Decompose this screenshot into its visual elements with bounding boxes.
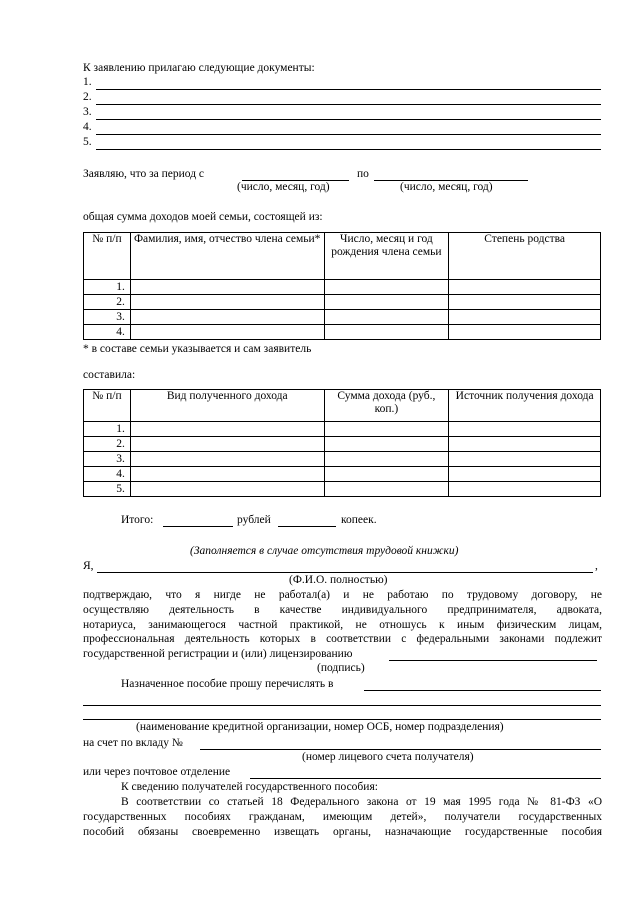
family-cell[interactable] bbox=[449, 295, 601, 310]
account-label: на счет по вкладу № bbox=[83, 737, 183, 749]
bank-field-continued[interactable] bbox=[83, 705, 601, 706]
family-cell[interactable] bbox=[130, 295, 324, 310]
fio-comma: , bbox=[595, 560, 598, 572]
income-row-number: 2. bbox=[84, 437, 131, 452]
table-row bbox=[84, 422, 601, 437]
table-row bbox=[84, 452, 601, 467]
income-cell[interactable] bbox=[130, 437, 324, 452]
transfer-label: Назначенное пособие прошу перечислять в bbox=[121, 678, 334, 690]
attachment-line-2[interactable] bbox=[96, 104, 601, 105]
income-cell[interactable] bbox=[324, 437, 449, 452]
income-row-number: 1. bbox=[84, 422, 131, 437]
income-cell[interactable] bbox=[324, 482, 449, 497]
declarant-prefix: Я, bbox=[83, 560, 94, 572]
income-cell[interactable] bbox=[324, 467, 449, 482]
total-rubles-field[interactable] bbox=[163, 526, 233, 527]
income-cell[interactable] bbox=[130, 467, 324, 482]
declaration-line-1: подтверждаю, что я нигде не работал(а) и не работаю по трудовому договору, не bbox=[83, 589, 602, 601]
income-header-type: Вид полученного дохода bbox=[130, 390, 324, 422]
income-row-number: 4. bbox=[84, 467, 131, 482]
table-row bbox=[84, 467, 601, 482]
notice-line-2: государственных пособиях гражданам, имеющим детей», получатели государственных bbox=[83, 811, 602, 823]
family-intro: общая сумма доходов моей семьи, состоящей из: bbox=[83, 211, 323, 223]
period-from-hint: (число, месяц, год) bbox=[237, 181, 330, 193]
family-row-number: 3. bbox=[84, 310, 131, 325]
period-prefix: Заявляю, что за период с bbox=[83, 168, 205, 180]
attachments-intro: К заявлению прилагаю следующие документы: bbox=[83, 62, 315, 74]
signature-hint: (подпись) bbox=[317, 662, 365, 674]
family-row-number: 1. bbox=[84, 280, 131, 295]
post-office-field[interactable] bbox=[250, 778, 601, 779]
table-row bbox=[84, 295, 601, 310]
family-cell[interactable] bbox=[449, 280, 601, 295]
bank-field-continued-2[interactable] bbox=[83, 719, 601, 720]
table-row bbox=[84, 310, 601, 325]
attachment-number-1: 1. bbox=[83, 76, 92, 88]
attachment-line-1[interactable] bbox=[96, 89, 601, 90]
family-header-relation: Степень родства bbox=[449, 233, 601, 280]
family-cell[interactable] bbox=[324, 280, 449, 295]
attachment-line-4[interactable] bbox=[96, 134, 601, 135]
fio-field[interactable] bbox=[97, 572, 593, 573]
period-middle: по bbox=[357, 168, 369, 180]
family-cell[interactable] bbox=[130, 325, 324, 340]
declaration-line-4: профессиональная деятельность которых в соответствии с федеральными законами подлежит bbox=[83, 633, 602, 645]
income-cell[interactable] bbox=[449, 482, 601, 497]
family-cell[interactable] bbox=[130, 310, 324, 325]
no-workbook-title: (Заполняется в случае отсутствия трудовой книжки) bbox=[190, 545, 459, 557]
income-cell[interactable] bbox=[324, 422, 449, 437]
account-hint: (номер лицевого счета получателя) bbox=[302, 751, 474, 763]
attachment-number-5: 5. bbox=[83, 136, 92, 148]
total-rubles-label: рублей bbox=[237, 514, 271, 526]
family-footnote: * в составе семьи указывается и сам заявитель bbox=[83, 343, 312, 355]
income-header-source: Источник получения дохода bbox=[449, 390, 601, 422]
family-cell[interactable] bbox=[324, 295, 449, 310]
family-cell[interactable] bbox=[130, 280, 324, 295]
income-row-number: 5. bbox=[84, 482, 131, 497]
attachment-number-3: 3. bbox=[83, 106, 92, 118]
attachment-line-5[interactable] bbox=[96, 149, 601, 150]
income-cell[interactable] bbox=[324, 452, 449, 467]
income-row-number: 3. bbox=[84, 452, 131, 467]
table-row bbox=[84, 437, 601, 452]
table-row bbox=[84, 482, 601, 497]
fio-hint: (Ф.И.О. полностью) bbox=[289, 574, 388, 586]
income-cell[interactable] bbox=[449, 467, 601, 482]
income-cell[interactable] bbox=[130, 482, 324, 497]
table-row bbox=[84, 280, 601, 295]
table-row bbox=[84, 325, 601, 340]
family-cell[interactable] bbox=[324, 310, 449, 325]
income-cell[interactable] bbox=[449, 437, 601, 452]
declaration-line-5: государственной регистрации и (или) лицензированию bbox=[83, 648, 353, 660]
signature-field[interactable] bbox=[389, 660, 597, 661]
income-table bbox=[83, 389, 601, 497]
notice-line-1: В соответствии со статьей 18 Федерального закона от 19 мая 1995 года № 81-ФЗ «О bbox=[121, 796, 602, 808]
bank-hint: (наименование кредитной организации, номер ОСБ, номер подразделения) bbox=[136, 721, 504, 733]
account-field[interactable] bbox=[200, 749, 601, 750]
family-row-number: 2. bbox=[84, 295, 131, 310]
family-header-number: № п/п bbox=[84, 233, 131, 280]
post-office-label: или через почтовое отделение bbox=[83, 766, 231, 778]
family-cell[interactable] bbox=[324, 325, 449, 340]
total-kopecks-field[interactable] bbox=[278, 526, 336, 527]
family-header-name: Фамилия, имя, отчество члена семьи* bbox=[130, 233, 324, 280]
family-cell[interactable] bbox=[449, 310, 601, 325]
period-to-hint: (число, месяц, год) bbox=[400, 181, 493, 193]
family-table bbox=[83, 232, 601, 340]
attachment-line-3[interactable] bbox=[96, 119, 601, 120]
bank-field[interactable] bbox=[364, 690, 601, 691]
attachment-number-2: 2. bbox=[83, 91, 92, 103]
income-cell[interactable] bbox=[449, 422, 601, 437]
declaration-line-3: нотариуса, занимающегося частной практикой, не отношусь к иным физическим лицам, bbox=[83, 619, 602, 631]
family-header-birthdate: Число, месяц и год рождения члена семьи bbox=[324, 233, 449, 280]
total-label: Итого: bbox=[121, 514, 154, 526]
family-row-number: 4. bbox=[84, 325, 131, 340]
income-intro: составила: bbox=[83, 369, 136, 381]
notice-line-3: пособий обязаны своевременно извещать органы, назначающие государственные пособия bbox=[83, 826, 602, 838]
notice-heading: К сведению получателей государственного пособия: bbox=[121, 781, 378, 793]
declaration-line-2: осуществляю деятельность в качестве индивидуального предпринимателя, адвоката, bbox=[83, 604, 602, 616]
attachment-number-4: 4. bbox=[83, 121, 92, 133]
income-cell[interactable] bbox=[130, 422, 324, 437]
income-cell[interactable] bbox=[130, 452, 324, 467]
total-kopecks-label: копеек. bbox=[341, 514, 377, 526]
income-header-number: № п/п bbox=[84, 390, 131, 422]
family-cell[interactable] bbox=[449, 325, 601, 340]
income-header-amount: Сумма дохода (руб., коп.) bbox=[324, 390, 449, 422]
income-cell[interactable] bbox=[449, 452, 601, 467]
